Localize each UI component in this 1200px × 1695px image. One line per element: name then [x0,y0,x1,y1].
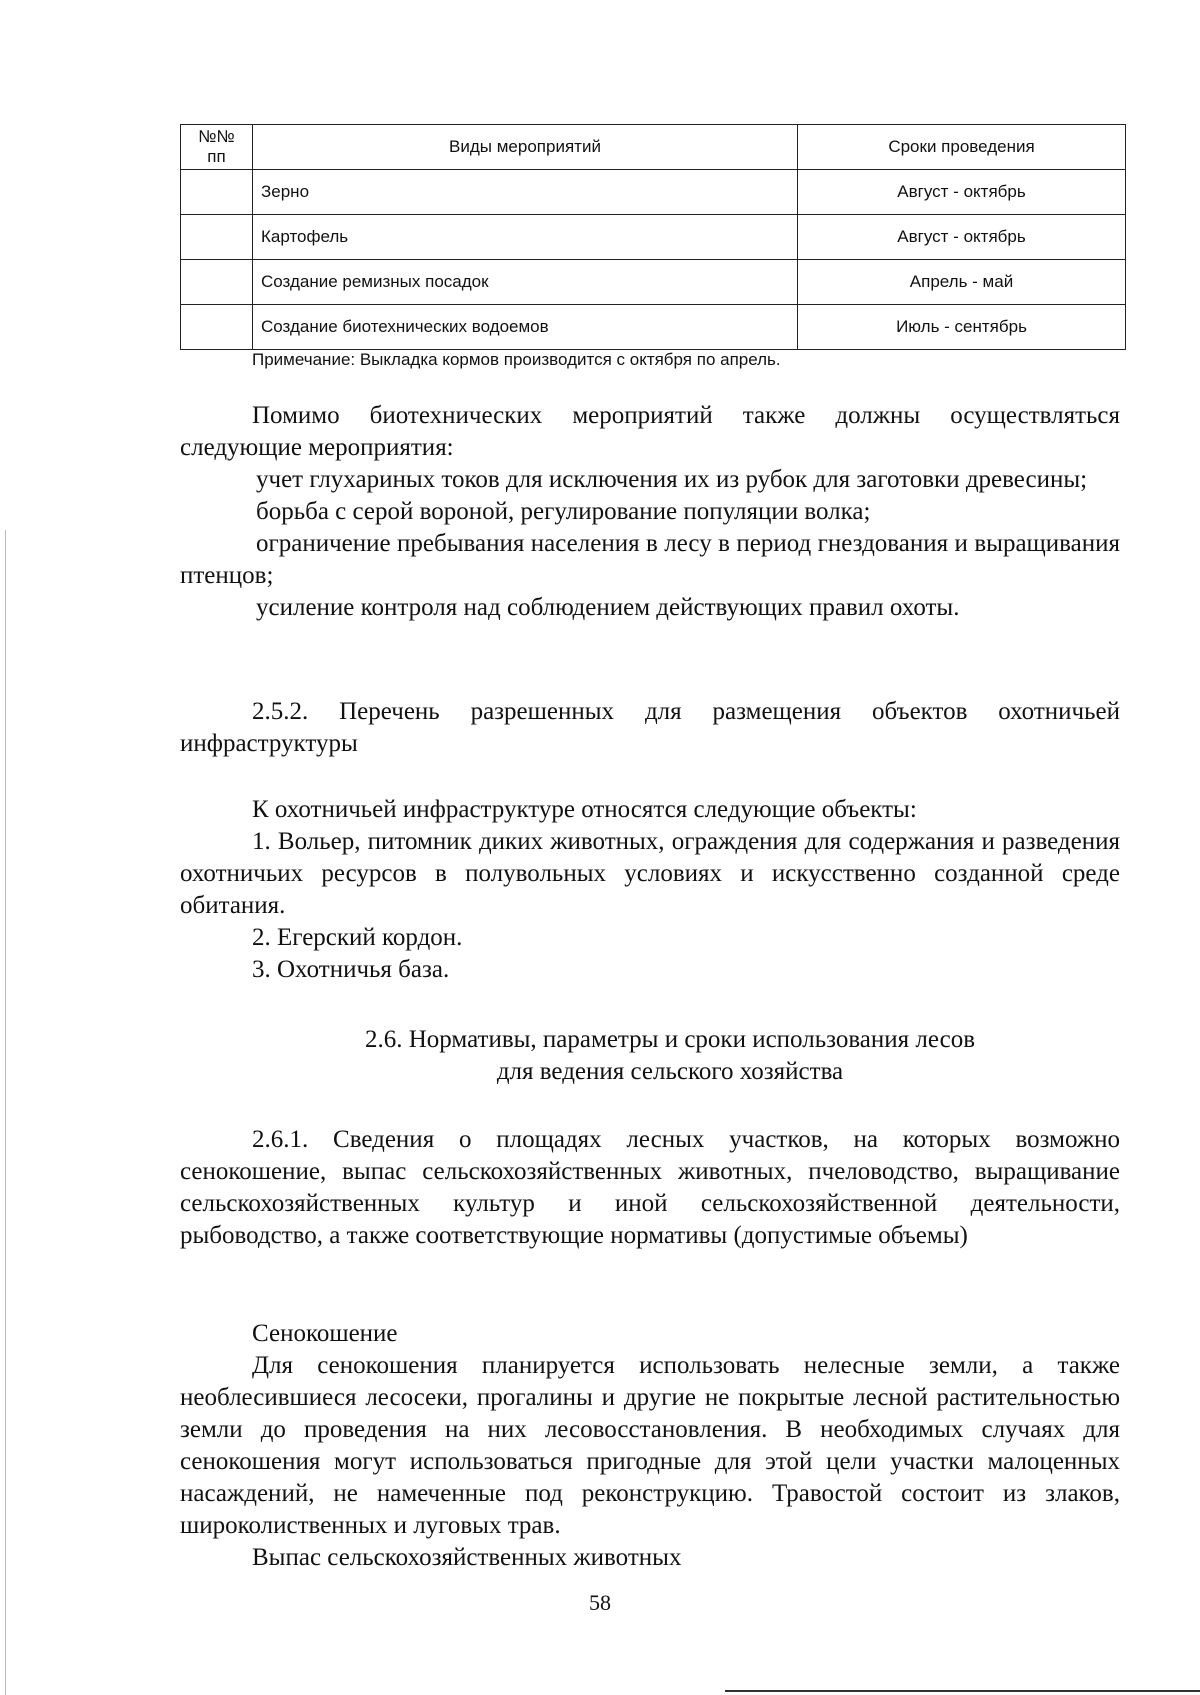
events-table [180,124,1126,350]
row-activity: Зерно [253,170,798,215]
table-row [181,305,1126,350]
table-row [181,170,1126,215]
row-number [181,170,253,215]
heading-line-2: для ведения сельского хозяйства [496,1058,844,1085]
list-item-infrastructure: 1. Вольер, питомник диких животных, ограждения для содержания и разведения охотничьих ресурсов в полувольных условиях и искусственно созданной среде обитания. [180,828,1120,919]
heading-line-1: 2.6. Нормативы, параметры и сроки использования лесов [365,1026,975,1053]
section-infrastructure [180,794,1120,986]
table-row [181,215,1126,260]
row-period: Август - октябрь [798,170,1126,215]
table-note: Примечание: Выкладка кормов производится с октября по апрель. [252,350,781,369]
list-item-infrastructure: 3. Охотничья база. [252,956,450,983]
row-activity: Создание ремизных посадок [253,260,798,305]
section-measures [180,400,1120,624]
header-activity: Виды мероприятий [253,125,798,170]
paragraph-intro: Помимо биотехнических мероприятий также должны осуществляться следующие мероприятия: [180,402,1120,461]
row-activity: Картофель [253,215,798,260]
list-item-infrastructure: 2. Егерский кордон. [252,924,463,951]
section-heading-2-5-2: 2.5.2. Перечень разрешенных для размещения объектов охотничьей инфраструктуры [180,698,1120,757]
scan-bottom-line [725,1690,1200,1692]
row-period: Апрель - май [798,260,1126,305]
paragraph-2-6-1: 2.6.1. Сведения о площадях лесных участков, на которых возможно сенокошение, выпас сельскохозяйственных животных, пчеловодство, выращивание сельскохозяйственных культур и иной сельскохозяйственной деятельности, рыбоводство, а также соответствующие нормативы (допустимые объемы) [180,1126,1120,1249]
section-2-5-2 [180,696,1120,760]
paragraph-haymaking: Для сенокошения планируется использовать нелесные земли, а также необлесившиеся лесосеки, прогалины и другие не покрытые лесной растительностью земли до проведения на них лесовосстановления. В необходимых случаях для сенокошения могут использоваться пригодные для этой цели участки малоценных насаждений, не намеченные под реконструкцию. Травостой состоит из злаков, широколиственных и луговых трав. [180,1352,1120,1539]
section-2-6-heading [200,1024,1140,1088]
list-item-measure: учет глухариных токов для исключения их из рубок для заготовки древесины; [256,466,1088,493]
list-item-measure: ограничение пребывания населения в лесу в период гнездования и выращивания птенцов; [180,530,1120,589]
list-item-measure: борьба с серой вороной, регулирование популяции волка; [256,498,871,525]
row-period: Август - октябрь [798,215,1126,260]
list-item-measure: усиление контроля над соблюдением действующих правил охоты. [256,594,960,621]
table-row [181,260,1126,305]
section-haymaking [180,1318,1120,1574]
row-activity: Создание биотехнических водоемов [253,305,798,350]
paragraph-infrastructure-intro: К охотничьей инфраструктуре относятся следующие объекты: [252,796,917,823]
header-number: №№ пп [181,125,253,170]
header-period: Сроки проведения [798,125,1126,170]
row-number [181,260,253,305]
subheading-grazing: Выпас сельскохозяйственных животных [252,1544,682,1571]
table-header-row [181,125,1126,170]
row-number [181,305,253,350]
scan-edge-line [5,530,6,1695]
section-2-6-1 [180,1124,1120,1252]
row-number [181,215,253,260]
row-period: Июль - сентябрь [798,305,1126,350]
subheading-haymaking: Сенокошение [252,1320,398,1347]
page-number: 58 [589,1590,611,1615]
